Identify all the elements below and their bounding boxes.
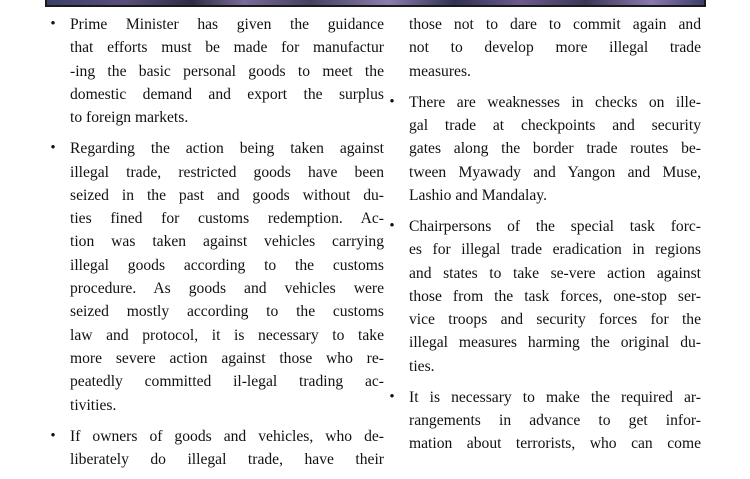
text-line: rangements in advance to get infor- bbox=[409, 412, 701, 430]
text-line: gal trade at checkpoints and security bbox=[409, 116, 701, 134]
bullet-marker: • bbox=[389, 217, 395, 234]
header-photo-strip bbox=[45, 0, 706, 7]
bullet-paragraph bbox=[50, 137, 384, 417]
continued-paragraph bbox=[409, 13, 701, 83]
text-line: procedure. As goods and vehicles were bbox=[70, 280, 384, 298]
text-line: tween Myawady and Yangon and Muse, bbox=[409, 163, 701, 181]
text-line: gates along the border trade routes be- bbox=[409, 140, 701, 158]
bullet-paragraph bbox=[389, 386, 701, 456]
text-line: tivities. bbox=[70, 396, 117, 414]
text-line: Regarding the action being taken against bbox=[70, 140, 384, 158]
text-line: that efforts must be made for manufactur bbox=[70, 39, 384, 57]
text-line: ties. bbox=[409, 357, 435, 375]
text-line: There are weaknesses in checks on ille- bbox=[409, 93, 701, 111]
text-line: not to develop more illegal trade bbox=[409, 39, 701, 57]
text-line: illegal goods according to the customs bbox=[70, 256, 384, 274]
text-line: tion was taken against vehicles carrying bbox=[70, 233, 384, 251]
bullet-paragraph bbox=[50, 13, 384, 129]
text-line: illegal trade, restricted goods have been bbox=[70, 163, 384, 181]
text-line: Lashio and Mandalay. bbox=[409, 186, 547, 204]
text-line: domestic demand and export the surplus bbox=[70, 85, 384, 103]
text-line: measures. bbox=[409, 62, 471, 80]
bullet-paragraph bbox=[389, 215, 701, 378]
bullet-marker: • bbox=[389, 388, 395, 405]
right-column bbox=[389, 13, 701, 464]
text-line: to foreign markets. bbox=[70, 109, 189, 127]
bullet-marker: • bbox=[50, 16, 56, 32]
left-column bbox=[50, 13, 384, 479]
text-line: seized mostly according to the customs bbox=[70, 303, 384, 321]
text-line: those from the task forces, one-stop ser- bbox=[409, 287, 701, 305]
text-line: vice troops and security forces for the bbox=[409, 311, 701, 329]
text-line: illegal measures harming the original du- bbox=[409, 334, 701, 352]
bullet-marker: • bbox=[389, 93, 395, 110]
text-line: Chairpersons of the special task forc- bbox=[409, 217, 701, 235]
text-line: more severe action against those who re- bbox=[70, 349, 384, 367]
bullet-marker: • bbox=[50, 427, 56, 444]
text-line: those not to dare to commit again and bbox=[409, 16, 701, 33]
text-line: law and protocol, it is necessary to take bbox=[70, 326, 384, 344]
text-line: peatedly committed il-legal trading ac- bbox=[70, 373, 384, 391]
text-line: and states to take se-vere action against bbox=[409, 264, 701, 282]
text-line: seized in the past and goods without du- bbox=[70, 186, 384, 204]
text-line: mation about terrorists, who can come bbox=[409, 435, 701, 453]
bullet-paragraph bbox=[389, 91, 701, 207]
text-line: Prime Minister has given the guidance bbox=[70, 16, 384, 33]
bullet-paragraph bbox=[50, 425, 384, 472]
text-line: liberately do illegal trade, have their bbox=[70, 450, 384, 468]
text-line: -ing the basic personal goods to meet the bbox=[70, 62, 384, 80]
text-line: ties fined for customs redemption. Ac- bbox=[70, 210, 384, 228]
text-line: If owners of goods and vehicles, who de- bbox=[70, 427, 384, 445]
text-line: es for illegal trade eradication in regions bbox=[409, 241, 701, 259]
text-line: It is necessary to make the required ar- bbox=[409, 388, 701, 406]
bullet-marker: • bbox=[50, 140, 56, 157]
